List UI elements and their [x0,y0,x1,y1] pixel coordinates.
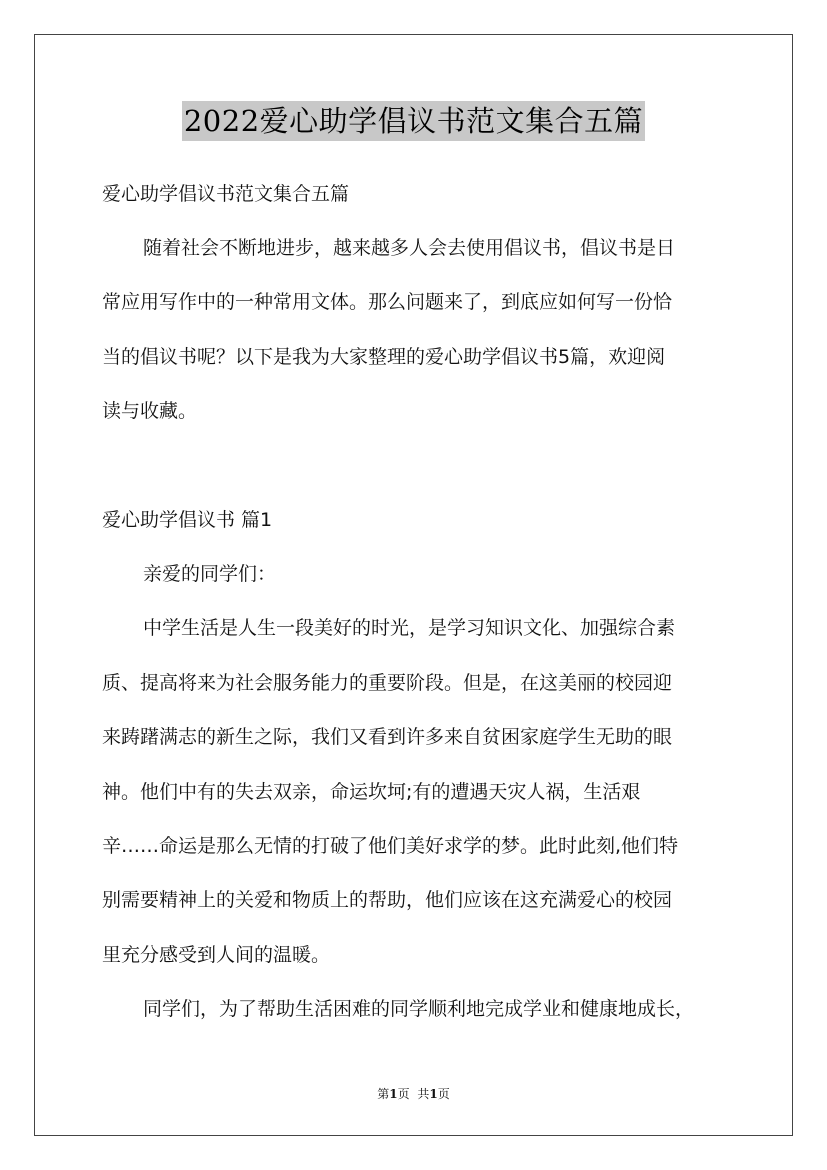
body-line-7: 里充分感受到人间的温暖。 [102,944,331,966]
body-line-1: 中学生活是人生一段美好的时光，是学习知识文化、加强综合素 [143,617,676,639]
title-container [0,101,827,141]
footer-page-number: 1 [389,1087,398,1101]
intro-line-4: 读与收藏。 [102,400,198,422]
footer-page-suffix: 页 [397,1087,410,1101]
page-footer [0,1085,827,1102]
subtitle: 爱心助学倡议书范文集合五篇 [102,183,350,205]
footer-page-prefix: 第 [377,1087,390,1101]
body-line-3: 来踌躇满志的新生之际，我们又看到许多来自贫困家庭学生无助的眼 [102,726,673,748]
body-line-2: 质、提高将来为社会服务能力的重要阶段。但是，在这美丽的校园迎 [102,672,673,694]
body-line-8: 同学们，为了帮助生活困难的同学顺利地完成学业和健康地成长， [143,998,695,1020]
body-line-4: 神。他们中有的失去双亲，命运坎坷;有的遭遇天灾人祸，生活艰 [102,781,641,803]
body-line-6: 别需要精神上的关爱和物质上的帮助，他们应该在这充满爱心的校园 [102,889,673,911]
intro-line-1 [143,236,727,260]
footer-total-number: 1 [429,1087,438,1101]
footer-total-suffix: 页 [437,1087,450,1101]
intro-line-3: 当的倡议书呢？以下是我为大家整理的爱心助学倡议书5篇，欢迎阅 [102,346,666,368]
intro-line-2: 常应用写作中的一种常用文体。那么问题来了，到底应如何写一份恰 [102,291,673,313]
body-line-5: 辛……命运是那么无情的打破了他们美好求学的梦。此时此刻,他们特 [102,835,679,857]
salutation: 亲爱的同学们： [143,563,277,585]
intro-text: 随着社会不断地进步，越来越多人会去使用倡议书，倡议书是日 [143,237,676,259]
section-heading: 爱心助学倡议书 篇1 [102,509,273,531]
document-title: 2022爱心助学倡议书范文集合五篇 [182,101,645,141]
footer-total-prefix: 共 [417,1087,430,1101]
